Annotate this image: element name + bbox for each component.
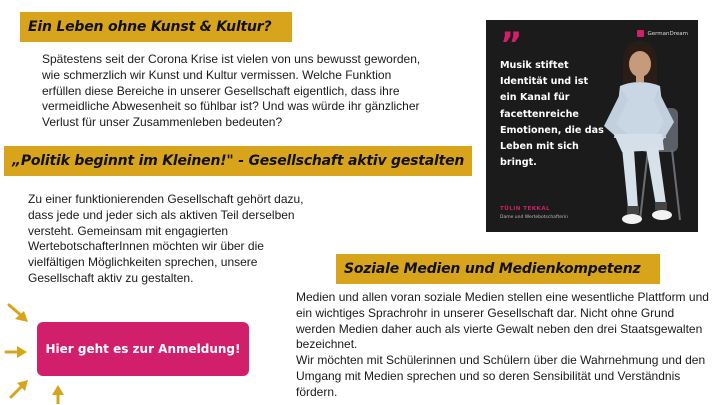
text-politik: Zu einer funktionierenden Gesellschaft gehört dazu, dass jede und jeder sich als aktiven Teil derselben versteht. Gemeinsam mit engagierten WertebotschafterInnen möchten wir über die vielfältigen Möglichkeiten sprechen, unsere Gesellschaft aktiv zu gestalten.	[28, 192, 304, 285]
brand-name: GermanDream	[647, 30, 688, 37]
brand-logo	[637, 30, 688, 37]
arrow-up-icon	[50, 384, 66, 404]
card-person-name: TÜLIN TEKKAL	[500, 206, 551, 212]
registration-button[interactable]: Hier geht es zur Anmeldung!	[37, 322, 249, 376]
heading-politik: „Politik beginnt im Kleinen!" - Gesellschaft aktiv gestalten	[4, 146, 472, 176]
text-kunst-kultur: Spätestens seit der Corona Krise ist vielen von uns bewusst geworden, wie schmerzlich wir Kunst und Kultur vermissen. Welche Funktion erfüllen diese Bereiche in unserer Gesellschaft eigentlich, dass ihre vermeidliche Abwesenheit so fühlbar ist? Und was würde ihr gänzlicher Verlust für unser Zusammenleben bedeuten?	[42, 52, 421, 130]
portrait-photo	[582, 38, 694, 228]
arrow-up-right-icon	[8, 378, 30, 400]
text-soziale-medien: Medien und allen voran soziale Medien stellen eine wesentliche Plattform und ein wichtiges Sprachrohr in unserer Gesellschaft dar. Nicht ohne Grund werden Medien daher auch als vierte Gewalt neben den drei Staatsgewalten bezeichnet. Wir möchten mit Schülerinnen und Schülern über die Wahrnehmung und den Umgang mit Medien sprechen und so deren Sensibilität und Verständnis fördern.	[296, 290, 709, 399]
card-person-role: Dame und Wertebotschafterin	[500, 215, 568, 220]
quote-mark-icon: ”	[500, 25, 523, 65]
heading-kunst-kultur: Ein Leben ohne Kunst & Kultur?	[20, 12, 292, 42]
brand-mark-icon	[637, 30, 644, 37]
card-quote-text: Musik stiftet Identität und ist ein Kanal für facettenreiche Emotionen, die das Leben mit sich bringt.	[500, 60, 604, 169]
arrow-right-icon	[4, 344, 28, 360]
arrow-down-right-icon	[6, 302, 30, 324]
quote-card	[486, 20, 698, 232]
heading-soziale-medien: Soziale Medien und Medienkompetenz	[336, 254, 660, 284]
